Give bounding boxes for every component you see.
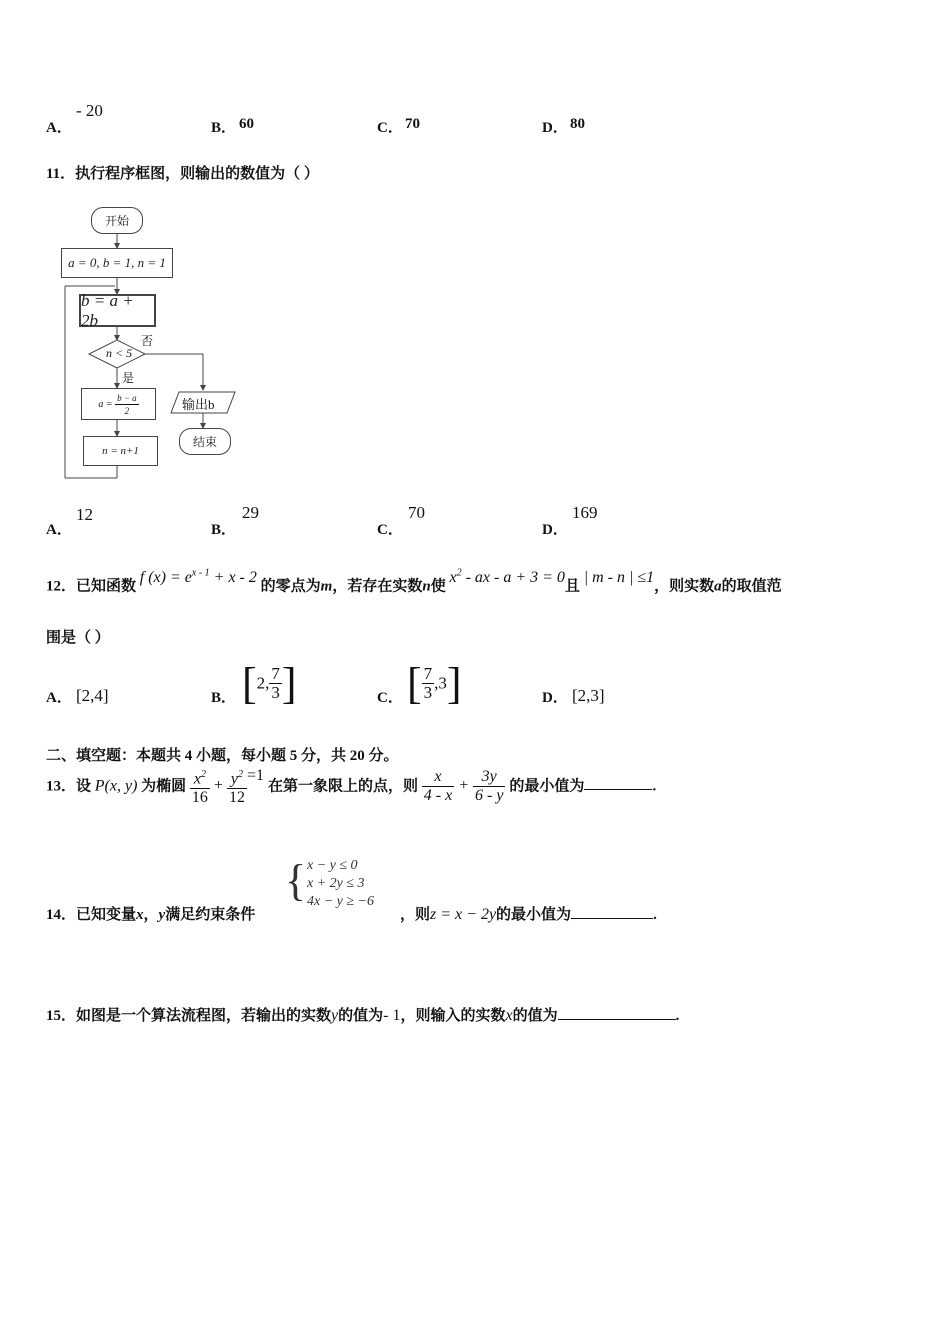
q12-option-c-label: C． <box>377 690 403 706</box>
q15-stem: 15．如图是一个算法流程图，若输出的实数y的值为- 1，则输入的实数x的值为 . <box>46 1007 680 1024</box>
flow-inc: n = n+1 <box>83 436 158 466</box>
q12-prefix: 12．已知函数 <box>46 578 137 595</box>
flow-cond: n < 5 <box>106 346 133 360</box>
q12-equation: $x^2$ - ax - a + 3 = 0 <box>449 568 565 587</box>
flow-update-lhs: a = <box>98 398 113 410</box>
flow-update-num: b − a <box>117 392 137 403</box>
q11-option-c-label: C． <box>377 522 403 538</box>
q12-function: f $(x) = e^{x - 1} + x - 2$ <box>139 568 257 587</box>
q12-stem: 12．已知函数 f $(x) = e^{x - 1} + x - 2$ 的零点为m，若存在实数n使 $x^2$ - ax - a + 3 = 0且 | m - n | ≤1，则实数a的取值范 <box>46 568 782 595</box>
q14-objective: z = x − 2y <box>430 906 497 923</box>
q10-option-c-label: C． <box>377 120 403 136</box>
q12-option-b-label: B． <box>211 690 237 706</box>
q12-option-a-label: A． <box>46 690 72 706</box>
q14-stem-tail: ，则z = x − 2y的最小值为 . <box>400 906 657 923</box>
flow-yes: 是 <box>122 371 135 385</box>
q12-option-c-value: [ $\frac{7}{3}$ ,3] <box>407 659 462 708</box>
q11-option-a-value: 12 <box>76 505 93 524</box>
q10-option-b-label: B． <box>211 120 237 136</box>
flow-no: 否 <box>141 334 154 348</box>
q14-answer-blank[interactable] <box>571 904 653 919</box>
q12-abs: | m - n | ≤1 <box>583 569 655 587</box>
q12-option-b-value: [2, $\frac{7}{3}$ ] <box>242 659 297 708</box>
q12-option-a-value: [2,4] <box>76 686 109 705</box>
q11-option-c-value: 70 <box>408 503 425 522</box>
q10-option-c-value: 70 <box>405 116 420 132</box>
q12-stem-line2: 围是（ ） <box>46 630 110 646</box>
section-2-heading: 二、填空题：本题共 4 小题，每小题 5 分，共 20 分。 <box>46 748 399 764</box>
q11-option-b-label: B． <box>211 522 237 538</box>
q11-option-d-label: D． <box>542 522 568 538</box>
flow-init: a = 0, b = 1, n = 1 <box>61 248 173 278</box>
flow-assign: b = a + 2b <box>79 294 156 327</box>
q10-option-a-label: A． <box>46 120 72 136</box>
flow-update <box>81 388 156 420</box>
q13-expression: $\frac{x}{4 - x}$ + $\frac{3y}{6 - y}$ <box>423 768 504 805</box>
q12-option-d-label: D． <box>542 690 568 706</box>
q10-option-d-label: D． <box>542 120 568 136</box>
q14-constraints: { x − y ≤ 0 x + 2y ≤ 3 4x − y ≥ −6 <box>285 856 375 909</box>
flow-output: 输出b <box>182 397 215 412</box>
q10-option-a-value: - 20 <box>76 101 103 120</box>
q11-option-d-value: 169 <box>572 503 598 522</box>
q13-ellipse: $\frac{x^2}{16}$ + $\frac{y^2}{12}$ =1 <box>191 767 264 807</box>
q14-stem: 14．已知变量x，y满足约束条件 <box>46 907 256 923</box>
q13-answer-blank[interactable] <box>584 775 652 790</box>
q15-answer-blank[interactable] <box>558 1005 676 1020</box>
q14-constraint-1: x − y ≤ 0 <box>307 858 358 873</box>
q13-stem: 13．设 P(x, y) 为椭圆 $\frac{x^2}{16}$ + $\frac{y^2}{12}$ =1 在第一象限上的点，则 $\frac{x}{4 - x}$ + $\frac{3y}{6 - y}$ 的最小值为 . <box>46 767 657 807</box>
q14-constraint-2: x + 2y ≤ 3 <box>307 876 365 891</box>
flow-start: 开始 <box>91 207 143 234</box>
q11-option-a-label: A． <box>46 522 72 538</box>
flow-update-den: 2 <box>124 405 130 416</box>
q10-option-d-value: 80 <box>570 116 585 132</box>
q10-option-b-value: 60 <box>239 116 254 132</box>
q13-point: P(x, y) <box>94 777 138 795</box>
q12-option-d-value: [2,3] <box>572 686 605 705</box>
q14-constraint-3: 4x − y ≥ −6 <box>307 894 375 909</box>
q11-stem: 11．执行程序框图，则输出的数值为（ ） <box>46 166 319 182</box>
flow-end: 结束 <box>179 428 231 455</box>
q11-option-b-value: 29 <box>242 503 259 522</box>
